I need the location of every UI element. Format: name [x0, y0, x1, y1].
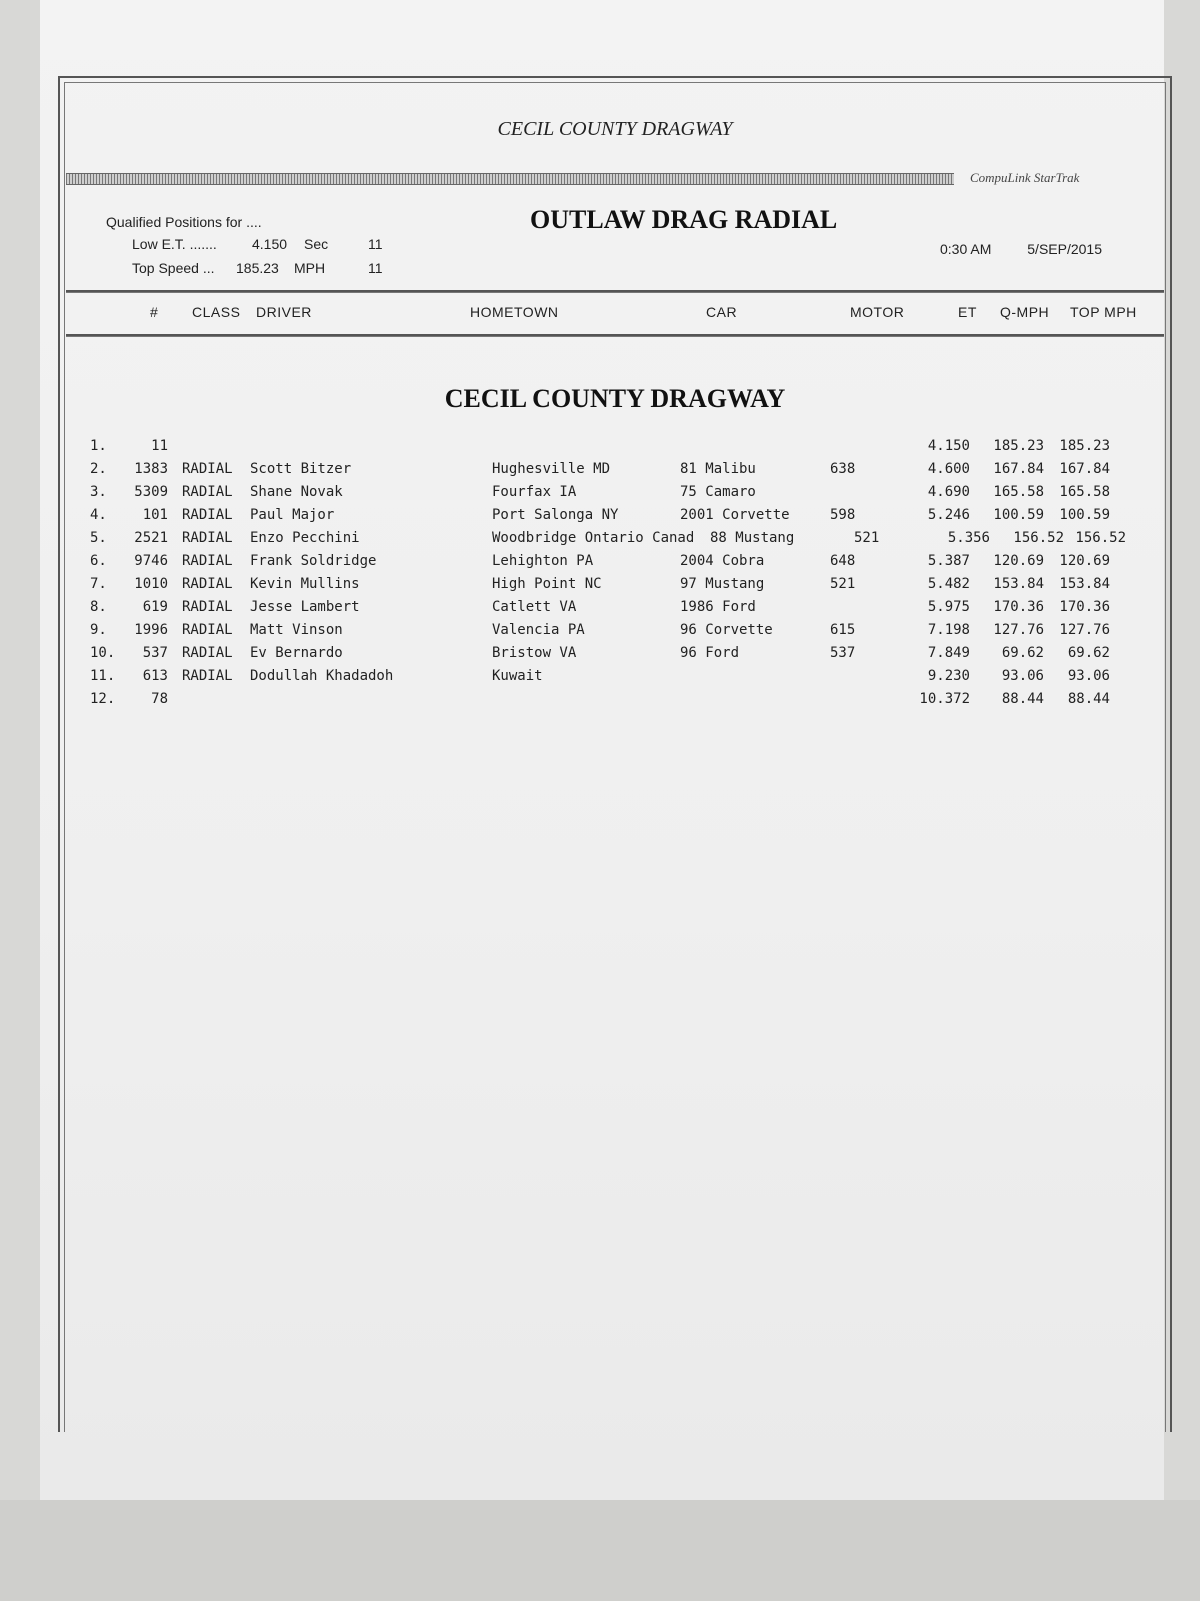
row-position: 6. — [90, 553, 107, 569]
row-motor: 615 — [830, 622, 856, 638]
row-qmph: 120.69 — [993, 553, 1044, 569]
row-et: 5.356 — [947, 530, 990, 546]
row-position: 8. — [90, 599, 107, 615]
brand-label: CompuLink StarTrak — [970, 170, 1080, 185]
row-position: 1. — [90, 438, 107, 454]
row-car-number: 613 — [142, 668, 168, 684]
row-hometown: Hughesville MD — [492, 461, 611, 477]
row-et: 4.600 — [927, 461, 970, 477]
row-class: RADIAL — [182, 645, 233, 661]
time-label: 0:30 AM — [940, 241, 992, 257]
row-position: 5. — [90, 530, 107, 546]
date-label: 5/SEP/2015 — [1027, 241, 1102, 257]
row-topmph: 120.69 — [1059, 553, 1110, 569]
top-speed-label: Top Speed ... — [132, 260, 215, 276]
table-row — [60, 484, 1170, 506]
row-car-number: 537 — [142, 645, 168, 661]
row-driver: Scott Bitzer — [250, 461, 352, 477]
row-et: 5.387 — [927, 553, 970, 569]
row-driver: Kevin Mullins — [250, 576, 360, 592]
row-qmph: 167.84 — [993, 461, 1044, 477]
row-qmph: 127.76 — [993, 622, 1044, 638]
row-car: 2004 Cobra — [680, 553, 765, 569]
row-hometown: Fourfax IA — [492, 484, 577, 500]
venue-title-top: CECIL COUNTY DRAGWAY — [497, 118, 733, 140]
row-topmph: 88.44 — [1067, 691, 1110, 707]
row-motor: 521 — [854, 530, 880, 546]
row-qmph: 93.06 — [1001, 668, 1044, 684]
row-qmph: 100.59 — [993, 507, 1044, 523]
header-divider — [66, 290, 1164, 293]
col-header-et: ET — [958, 304, 977, 320]
row-hometown: Port Salonga NY — [492, 507, 619, 523]
table-row — [60, 530, 1170, 552]
row-car: 88 Mustang — [710, 530, 795, 546]
qualified-label: Qualified Positions for .... — [106, 214, 262, 230]
table-row — [60, 576, 1170, 598]
row-class: RADIAL — [182, 668, 233, 684]
event-title: OUTLAW DRAG RADIAL — [530, 205, 838, 234]
row-position: 2. — [90, 461, 107, 477]
row-et: 5.246 — [927, 507, 970, 523]
background-surface — [0, 1500, 1200, 1601]
col-header-class: CLASS — [192, 304, 241, 320]
row-car-number: 9746 — [134, 553, 168, 569]
row-car: 96 Corvette — [680, 622, 773, 638]
row-driver: Matt Vinson — [250, 622, 343, 638]
row-car-number: 11 — [151, 438, 168, 454]
row-hometown: Kuwait — [492, 668, 543, 684]
table-row — [60, 553, 1170, 575]
row-class: RADIAL — [182, 553, 233, 569]
hatched-banner — [66, 173, 954, 185]
row-qmph: 69.62 — [1001, 645, 1044, 661]
row-topmph: 153.84 — [1059, 576, 1110, 592]
row-car-number: 5309 — [134, 484, 168, 500]
row-et: 5.482 — [927, 576, 970, 592]
venue-title-body: CECIL COUNTY DRAGWAY — [444, 384, 786, 413]
row-class: RADIAL — [182, 484, 233, 500]
table-row — [60, 599, 1170, 621]
row-et: 4.690 — [927, 484, 970, 500]
table-row — [60, 645, 1170, 667]
row-topmph: 127.76 — [1059, 622, 1110, 638]
row-qmph: 185.23 — [993, 438, 1044, 454]
row-et: 7.849 — [927, 645, 970, 661]
row-car: 96 Ford — [680, 645, 740, 661]
row-position: 4. — [90, 507, 107, 523]
row-position: 11. — [90, 668, 116, 684]
table-row — [60, 438, 1170, 460]
row-car-number: 2521 — [134, 530, 168, 546]
row-topmph: 185.23 — [1059, 438, 1110, 454]
row-driver: Ev Bernardo — [250, 645, 343, 661]
row-car: 1986 Ford — [680, 599, 756, 615]
row-position: 12. — [90, 691, 116, 707]
low-et-value: 4.150 — [252, 236, 288, 252]
col-header-topmph: TOP MPH — [1070, 304, 1137, 320]
row-qmph: 170.36 — [993, 599, 1044, 615]
row-position: 9. — [90, 622, 107, 638]
col-header-qmph: Q-MPH — [1000, 304, 1050, 320]
row-et: 4.150 — [927, 438, 970, 454]
row-position: 10. — [90, 645, 116, 661]
table-row — [60, 507, 1170, 529]
row-driver: Dodullah Khadadoh — [250, 668, 394, 684]
col-header-driver: DRIVER — [256, 304, 312, 320]
timestamp — [940, 241, 1134, 257]
row-motor: 638 — [830, 461, 856, 477]
row-car-number: 78 — [151, 691, 168, 707]
row-motor: 537 — [830, 645, 856, 661]
row-driver: Shane Novak — [250, 484, 343, 500]
row-car: 75 Camaro — [680, 484, 756, 500]
row-car: 97 Mustang — [680, 576, 765, 592]
column-divider — [66, 334, 1164, 337]
top-speed-unit: MPH — [294, 260, 326, 276]
low-et-label: Low E.T. ....... — [132, 236, 217, 252]
row-topmph: 170.36 — [1059, 599, 1110, 615]
row-topmph: 93.06 — [1067, 668, 1110, 684]
row-qmph: 88.44 — [1001, 691, 1044, 707]
row-driver: Jesse Lambert — [250, 599, 360, 615]
row-topmph: 100.59 — [1059, 507, 1110, 523]
row-et: 5.975 — [927, 599, 970, 615]
table-row — [60, 461, 1170, 483]
row-hometown: Valencia PA — [492, 622, 585, 638]
row-driver: Paul Major — [250, 507, 335, 523]
row-topmph: 156.52 — [1075, 530, 1126, 546]
row-class: RADIAL — [182, 622, 233, 638]
row-et: 7.198 — [927, 622, 970, 638]
row-class: RADIAL — [182, 599, 233, 615]
row-hometown: Bristow VA — [492, 645, 577, 661]
row-qmph: 165.58 — [993, 484, 1044, 500]
row-class: RADIAL — [182, 576, 233, 592]
row-topmph: 167.84 — [1059, 461, 1110, 477]
row-car-number: 1383 — [134, 461, 168, 477]
table-row — [60, 691, 1170, 713]
row-hometown: Catlett VA — [492, 599, 577, 615]
row-topmph: 69.62 — [1067, 645, 1110, 661]
col-header-car: CAR — [706, 304, 738, 320]
row-hometown: Woodbridge Ontario Canad — [492, 530, 695, 546]
row-qmph: 156.52 — [1013, 530, 1064, 546]
low-et-unit: Sec — [304, 236, 329, 252]
row-et: 10.372 — [919, 691, 970, 707]
top-speed-value: 185.23 — [236, 260, 279, 276]
report-frame — [58, 76, 1172, 1432]
row-et: 9.230 — [927, 668, 970, 684]
row-qmph: 153.84 — [993, 576, 1044, 592]
row-car-number: 101 — [142, 507, 168, 523]
row-class: RADIAL — [182, 530, 233, 546]
row-hometown: Lehighton PA — [492, 553, 594, 569]
row-position: 3. — [90, 484, 107, 500]
row-class: RADIAL — [182, 461, 233, 477]
row-car: 81 Malibu — [680, 461, 756, 477]
row-driver: Frank Soldridge — [250, 553, 377, 569]
row-topmph: 165.58 — [1059, 484, 1110, 500]
row-car-number: 619 — [142, 599, 168, 615]
row-motor: 521 — [830, 576, 856, 592]
row-car: 2001 Corvette — [680, 507, 790, 523]
row-hometown: High Point NC — [492, 576, 602, 592]
col-header-motor: MOTOR — [850, 304, 905, 320]
col-header-hometown: HOMETOWN — [470, 304, 559, 320]
table-row — [60, 622, 1170, 644]
row-motor: 598 — [830, 507, 856, 523]
row-car-number: 1996 — [134, 622, 168, 638]
col-header-num: # — [150, 304, 159, 320]
row-motor: 648 — [830, 553, 856, 569]
row-class: RADIAL — [182, 507, 233, 523]
low-et-number: 11 — [368, 236, 383, 252]
top-speed-number: 11 — [368, 260, 383, 276]
row-car-number: 1010 — [134, 576, 168, 592]
table-row — [60, 668, 1170, 690]
row-position: 7. — [90, 576, 107, 592]
row-driver: Enzo Pecchini — [250, 530, 360, 546]
